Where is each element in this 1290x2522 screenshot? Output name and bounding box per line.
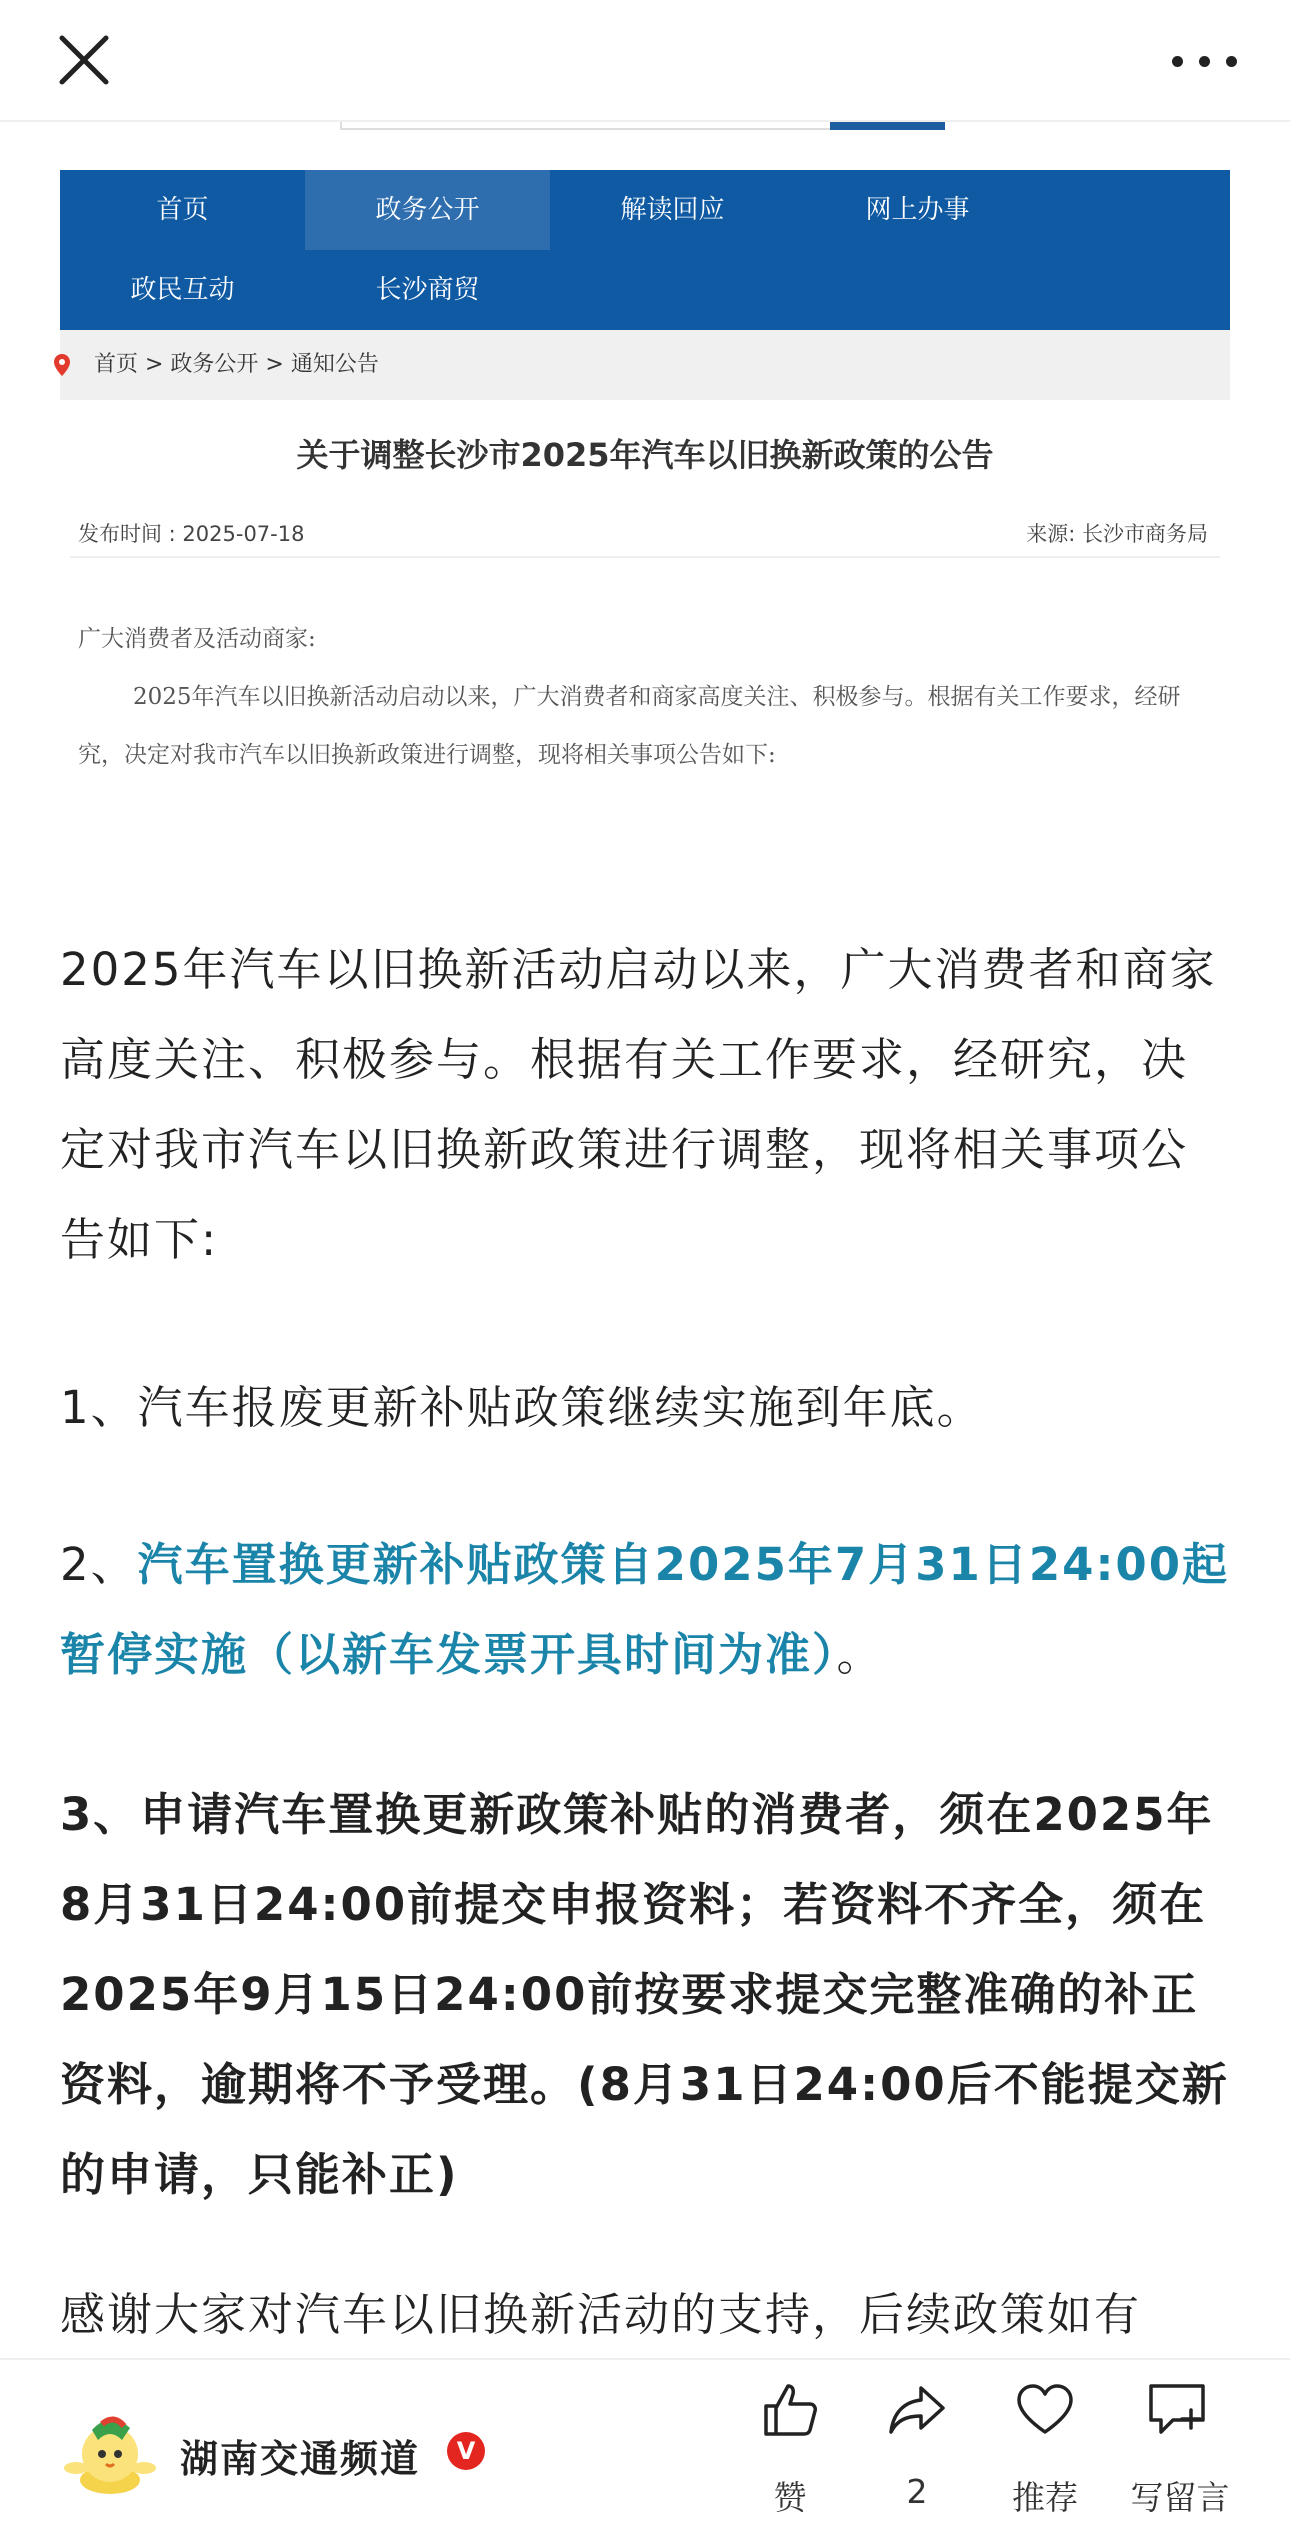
article-paragraph-thanks: 感谢大家对汽车以旧换新活动的支持，后续政策如有	[60, 2288, 1142, 2341]
share-button[interactable]	[862, 2380, 972, 2520]
write-comment-label: 写留言	[1130, 2478, 1230, 2517]
punctuation: 。	[836, 1628, 884, 1681]
write-comment-button[interactable]	[1120, 2380, 1240, 2520]
article-paragraph-intro: 2025年汽车以旧换新活动启动以来，广大消费者和商家高度关注、积极参与。根据有关工作要求，经研究，决定对我市汽车以旧换新政策进行调整，现将相关事项公告如下:	[60, 943, 1217, 1266]
source: 来源: 长沙市商务局	[1026, 522, 1208, 546]
bottom-bar	[0, 2358, 1290, 2522]
location-pin-icon	[54, 354, 70, 376]
doc-body: 2025年汽车以旧换新活动启动以来，广大消费者和商家高度关注、积极参与。根据有关工作要求，经研究，决定对我市汽车以旧换新政策进行调整，现将相关事项公告如下:	[78, 684, 1181, 768]
recommend-label: 推荐	[1012, 2478, 1078, 2517]
nav-item-interaction: 政民互动	[130, 275, 235, 305]
breadcrumb-text: 首页 > 政务公开 > 通知公告	[94, 352, 379, 377]
doc-title: 关于调整长沙市2025年汽车以旧换新政策的公告	[296, 436, 994, 474]
like-button[interactable]	[735, 2380, 845, 2520]
channel-avatar[interactable]	[62, 2410, 158, 2500]
nav-item-online-service: 网上办事	[865, 195, 970, 225]
article-paragraph-3: 3、申请汽车置换更新政策补贴的消费者，须在2025年8月31日24:00前提交申报资料；若资料不齐全，须在2025年9月15日24:00前按要求提交完整准确的补正资料，逾期将不予受理。(8月31日24:00后不能提交新的申请，只能补正)	[60, 1788, 1229, 2201]
divider	[70, 556, 1220, 558]
heart-icon	[1015, 2380, 1075, 2440]
verified-badge: V	[447, 2432, 485, 2470]
nav-item-gov-affairs: 政务公开	[305, 170, 550, 250]
thumbs-up-icon	[760, 2380, 820, 2440]
publish-time: 发布时间 : 2025-07-18	[78, 522, 305, 546]
highlighted-text: 汽车置换更新补贴政策自2025年7月31日24:00起暂停实施（以新车发票开具时间为准）	[60, 1538, 1230, 1681]
top-bar	[0, 0, 1290, 122]
notice-screenshot	[0, 120, 1290, 810]
nav-item-interpretation: 解读回应	[620, 195, 725, 225]
breadcrumb	[60, 330, 1230, 400]
article-paragraph-1: 1、汽车报废更新补贴政策继续实施到年底。	[60, 1381, 984, 1434]
item-number: 2、	[60, 1538, 138, 1591]
close-icon[interactable]	[52, 28, 116, 92]
share-icon	[887, 2380, 947, 2440]
nav-item-home: 首页	[156, 195, 209, 225]
share-count: 2	[906, 2472, 928, 2511]
recommend-button[interactable]	[990, 2380, 1100, 2520]
article-paragraph-2	[60, 1520, 1232, 1700]
gov-site-nav	[60, 170, 1230, 330]
more-icon[interactable]	[1170, 30, 1240, 90]
nav-item-changsha-trade: 长沙商贸	[375, 275, 480, 305]
doc-greeting: 广大消费者及活动商家:	[78, 626, 316, 652]
blurred-nav-item	[610, 270, 730, 300]
comment-icon	[1145, 2380, 1209, 2440]
like-label: 赞	[773, 2478, 807, 2517]
channel-name[interactable]: 湖南交通频道	[180, 2437, 421, 2481]
